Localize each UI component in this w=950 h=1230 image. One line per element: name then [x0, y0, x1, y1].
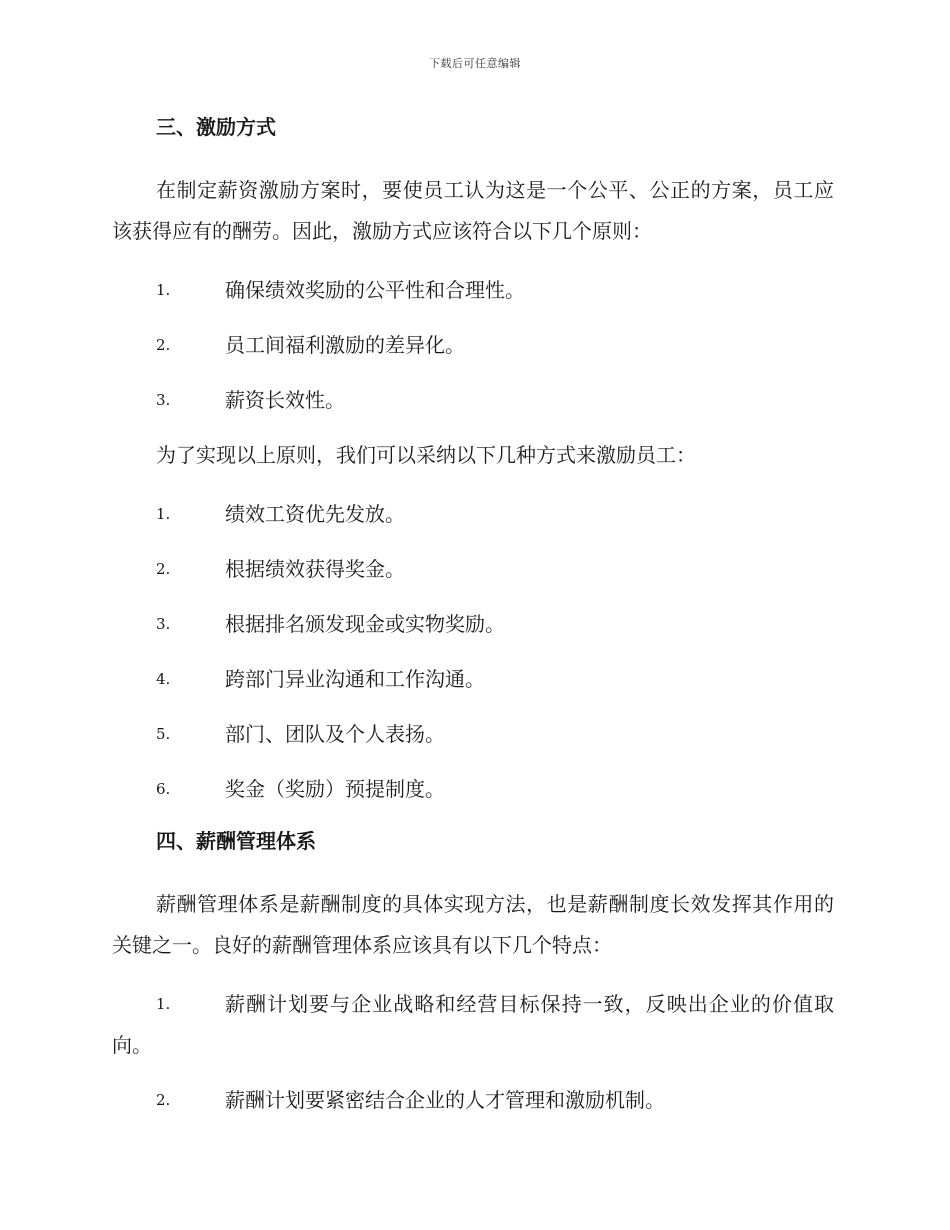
principles-list [112, 270, 834, 421]
list-item-number: 2. [156, 1091, 171, 1109]
list-item-number: 6. [156, 780, 171, 798]
list-item-text: 确保绩效奖励的公平性和合理性。 [225, 278, 525, 302]
list-item [112, 769, 834, 810]
list-item [112, 1080, 834, 1121]
features-list [112, 984, 834, 1121]
list-item-number: 1. [156, 281, 171, 299]
list-item-number: 4. [156, 670, 171, 688]
paragraph-compensation-intro: 薪酬管理体系是薪酬制度的具体实现方法，也是薪酬制度长效发挥其作用的关键之一。良好的薪酬管理体系应该具有以下几个特点： [112, 892, 834, 957]
list-item [112, 380, 834, 421]
list-item-text: 奖金（奖励）预提制度。 [225, 777, 445, 801]
list-item-number: 1. [156, 505, 171, 523]
list-item [112, 604, 834, 645]
methods-list [112, 494, 834, 810]
document-body [112, 110, 834, 1135]
paragraph-incentive-intro: 在制定薪资激励方案时，要使员工认为这是一个公平、公正的方案，员工应该获得应有的酬劳。因此，激励方式应该符合以下几个原则： [112, 178, 834, 243]
list-item-text: 薪酬计划要紧密结合企业的人才管理和激励机制。 [225, 1088, 665, 1112]
list-item [112, 549, 834, 590]
list-item-number: 2. [156, 560, 171, 578]
list-item-number: 5. [156, 725, 171, 743]
list-item [112, 659, 834, 700]
section-heading-compensation-system: 四、薪酬管理体系 [156, 829, 316, 853]
list-item [112, 984, 834, 1066]
list-item-text: 跨部门异业沟通和工作沟通。 [225, 667, 485, 691]
list-item-text: 员工间福利激励的差异化。 [225, 333, 465, 357]
list-item-text: 绩效工资优先发放。 [225, 502, 405, 526]
list-item-number: 1. [156, 995, 171, 1013]
list-item-text: 薪酬计划要与企业战略和经营目标保持一致，反映出企业的价值取向。 [112, 992, 834, 1057]
list-item-text: 根据绩效获得奖金。 [225, 557, 405, 581]
page-header: 下载后可任意编辑 [429, 57, 521, 70]
list-item-number: 3. [156, 615, 171, 633]
list-item-text: 薪资长效性。 [225, 388, 345, 412]
list-item-text: 部门、团队及个人表扬。 [225, 722, 445, 746]
list-item-number: 3. [156, 391, 171, 409]
paragraph-methods-intro: 为了实现以上原则，我们可以采纳以下几种方式来激励员工： [156, 443, 696, 467]
list-item [112, 494, 834, 535]
list-item-number: 2. [156, 336, 171, 354]
section-heading-incentive-methods: 三、激励方式 [156, 115, 276, 139]
list-item [112, 325, 834, 366]
list-item [112, 270, 834, 311]
list-item-text: 根据排名颁发现金或实物奖励。 [225, 612, 505, 636]
list-item [112, 714, 834, 755]
